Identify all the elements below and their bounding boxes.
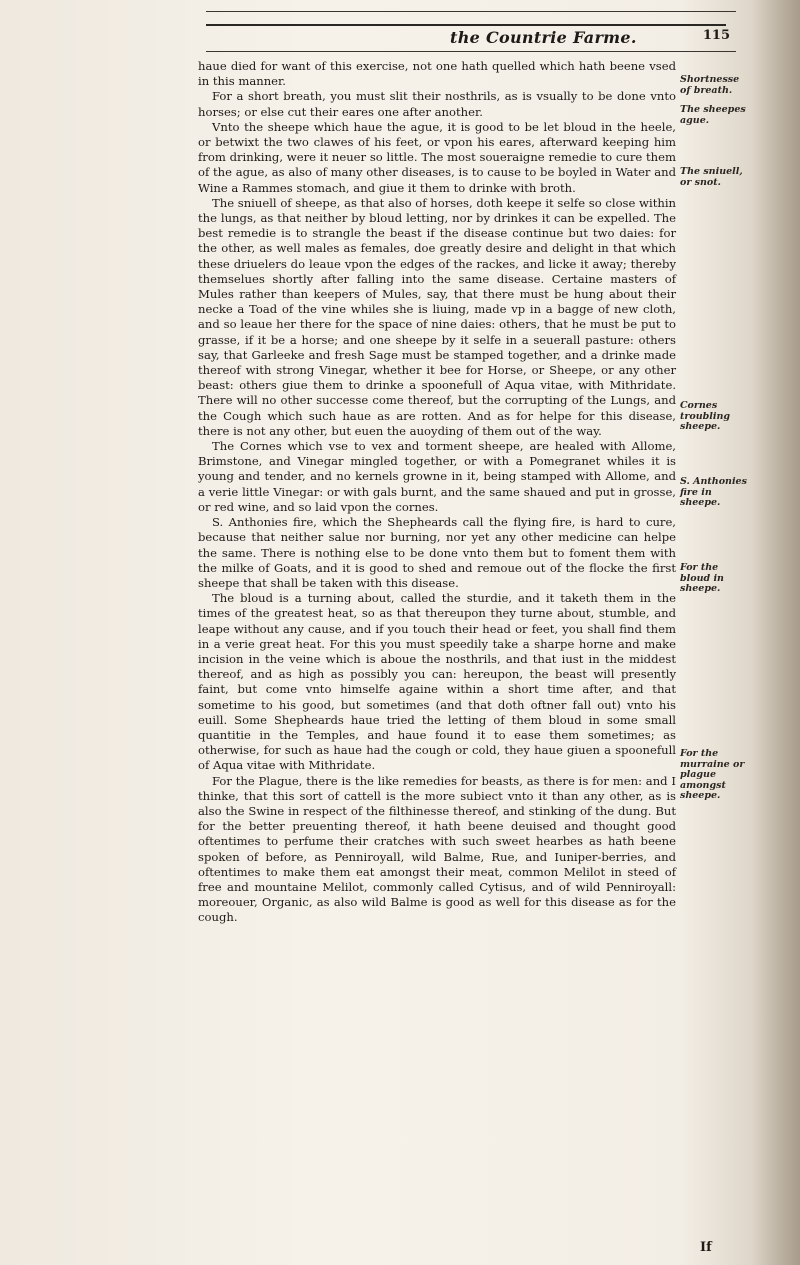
margin-note-cornes: Cornes troubling sheepe. xyxy=(680,400,731,432)
running-title: the Countrie Farme. xyxy=(450,28,637,47)
paragraph: Vnto the sheepe which haue the ague, it is good to be let bloud in the heele, or betwixt the two clawes of his feet, or vpon his eares, afterward keeping him from drinking, were it neuer so little. The most soueraigne remedie to cure them of the ague, as also of many other diseases, is to cause to be boyled in Water and Wine a Rammes stomach, and giue it them to drinke with broth. xyxy=(198,119,676,195)
top-rule xyxy=(206,11,736,12)
margin-note-plague: For the murraine or plague amongst sheepe. xyxy=(680,748,745,801)
margin-note-ague: The sheepes ague. xyxy=(680,104,746,126)
page-edge-shadow xyxy=(752,0,800,1265)
body-text xyxy=(198,59,676,926)
paragraph: The sniuell of sheepe, as that also of horses, doth keepe it selfe so close within the lungs, as that neither by bloud letting, nor by drinkes it can be expelled. The best remedie is to strangle the beast if the disease continue but two daies: for the other, as well males as females, doe greatly desire and delight in that which these driuelers do leaue vpon the edges of the rackes, and licke it away; thereby themselues shortly after falling into the same disease. Certaine masters of Mules rather than keepers of Mules, say, that there must be hung about their necke a Toad of the vine whiles she is liuing, made vp in a bagge of new cloth, and so leaue her there for the space of nine daies: others, that he must be put to grasse, if it be a horse; and one sheepe by it selfe in a seuerall pasture: others say, that Garleeke and fresh Sage must be stamped together, and a drinke made thereof with strong Vinegar, whether it bee for Horse, or Sheepe, or any other beast: others giue them to drinke a spoonefull of Aqua vitae, with Mithridate. There will no other successe come thereof, but the corrupting of the Lungs, and the Cough which such haue as are rotten. And as for helpe for this disease, there is not any other, but euen the auoyding of them out of the way. xyxy=(198,195,676,438)
margin-note-anthonies-fire: S. Anthonies fire in sheepe. xyxy=(680,476,747,508)
paragraph: The bloud is a turning about, called the sturdie, and it taketh them in the times of the greatest heat, so as that thereupon they turne about, stumble, and leape without any cause, and if you touch their head or feet, you shall find them in a verie great heat. For this you must speedily take a sharpe horne and make incision in the veine which is aboue the nosthrils, and that iust in the middest thereof, and as high as possibly you can: hereupon, the beast will presently faint, but come vnto himselfe againe within a short time after, and that sometime to his good, but sometimes (and that doth oftner fall out) vnto his euill. Some Shepheards haue tried the letting of them bloud in some small quantitie in the Temples, and haue found it to ease them sometimes; as otherwise, for such as haue had the cough or cold, they haue giuen a spoonefull of Aqua vitae with Mithridate. xyxy=(198,591,676,773)
paragraph: For a short breath, you must slit their nosthrils, as is vsually to be done vnto horses; or else cut their eares one after another. xyxy=(198,89,676,119)
margin-note-short-breath: Shortnesse of breath. xyxy=(680,74,740,96)
paragraph: S. Anthonies fire, which the Shepheards call the flying fire, is hard to cure, because that neither salue nor burning, nor yet any other medicine can helpe the same. There is nothing else to be done vnto them but to foment them with the milke of Goats, and it is good to shed and remoue out of the flocke the first sheepe that shall be taken with this disease. xyxy=(198,515,676,590)
margin-note-sniuell: The sniuell, or snot. xyxy=(680,166,743,188)
page-number: 115 xyxy=(702,28,730,43)
paragraph: The Cornes which vse to vex and torment sheepe, are healed with Allome, Brimstone, and Vinegar mingled together, or with a Pomegranet whiles it is young and tender, and no kernels growne in it, being stamped with Allome, and a verie little Vinegar: or with gals burnt, and the same shaued and put in grosse, or red wine, and so laid vpon the cornes. xyxy=(198,439,676,514)
head-underline xyxy=(206,51,736,52)
catchword: If xyxy=(700,1240,712,1255)
header-rule xyxy=(206,24,726,26)
paragraph: haue died for want of this exercise, not one hath quelled which hath beene vsed in this manner. xyxy=(198,59,676,89)
margin-note-bloud: For the bloud in sheepe. xyxy=(680,562,724,594)
running-head xyxy=(210,28,730,50)
paragraph: For the Plague, there is the like remedies for beasts, as there is for men: and I thinke, that this sort of cattell is the more subiect vnto it than any other, as is also the Swine in respect of the filthinesse thereof, and stinking of the dung. But for the better preuenting thereof, it hath beene deuised and thought good oftentimes to perfume their cratches with such sweet hearbes as hath beene spoken of before, as Penniroyall, wild Balme, Rue, and Iuniper-berries, and oftentimes to make them eat amongst their meat, common Melilot in steed of free and mountaine Melilot, commonly called Cytisus, and of wild Penniroyall: moreouer, Organic, as also wild Balme is good as well for this disease as for the cough. xyxy=(198,773,676,925)
